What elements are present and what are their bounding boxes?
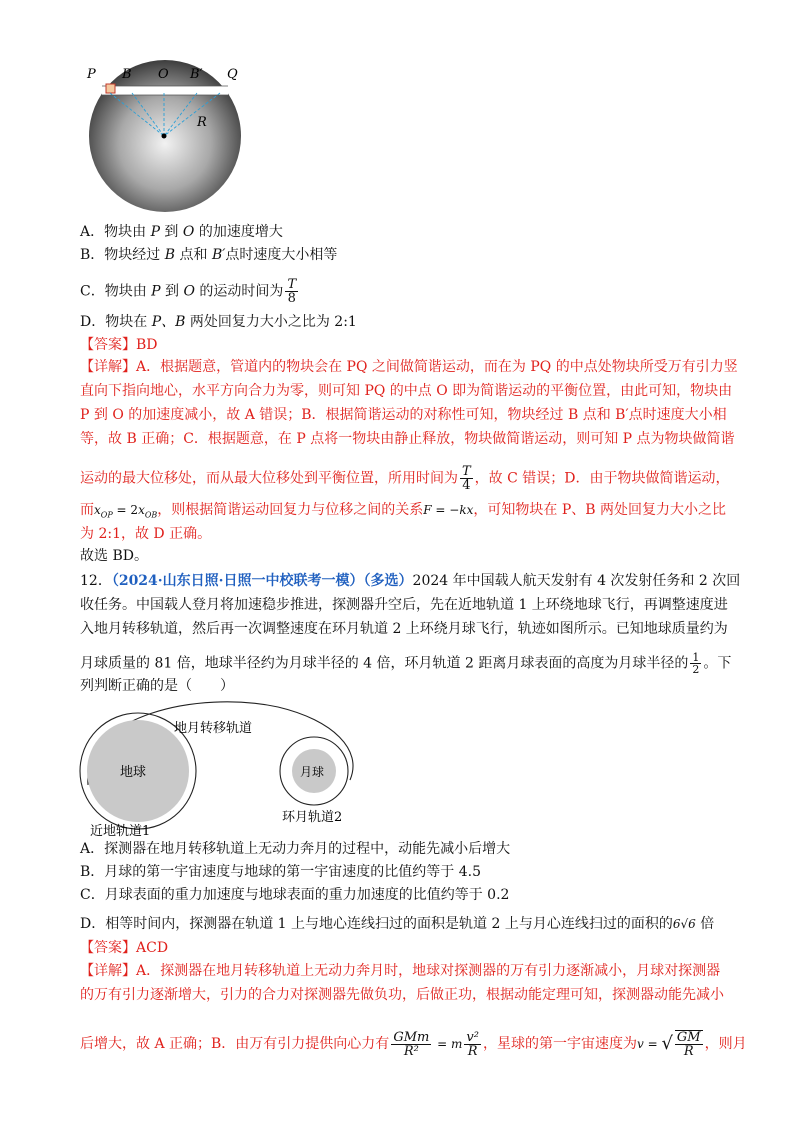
- text: ，则月: [704, 1036, 747, 1052]
- q12-option-a: A．探测器在地月转移轨道上无动力奔月的过程中，动能先减小后增大: [80, 841, 511, 857]
- text: A．物块由: [80, 224, 151, 240]
- var: B′: [211, 247, 226, 263]
- q12-answer: 【答案】ACD: [80, 940, 169, 956]
- fraction: [675, 1030, 703, 1058]
- var: x: [94, 503, 101, 517]
- text: v =: [636, 1037, 662, 1051]
- fraction-denominator: 8: [287, 291, 296, 306]
- fig1-label-o: O: [158, 67, 169, 82]
- q12-stem-line: 收任务。中国载人登月将加速稳步推进，探测器升空后，先在近地轨道 1 上环绕地球飞行，再调整速度进: [80, 597, 728, 613]
- question-source: （2024·山东日照·日照一中校联考一模）（多选）: [111, 573, 413, 589]
- equation: F = −kx: [423, 503, 474, 517]
- text: 。下: [703, 655, 732, 672]
- q12-stem-line: 列判断正确的是（ ）: [80, 678, 234, 694]
- var: P: [151, 283, 161, 300]
- text: ，可知物块在 P、B 两处回复力大小之比: [473, 502, 726, 518]
- figure-sphere-tunnel: [80, 60, 250, 220]
- text: D．相等时间内，探测器在轨道 1 上与地心连线扫过的面积是轨道 2 上与月心连线扫过的面积的: [80, 916, 673, 932]
- fraction: [690, 652, 701, 675]
- fraction-numerator: GMm: [393, 1029, 430, 1045]
- fraction-denominator: R: [467, 1043, 478, 1059]
- text: 后增大，故 A 正确；B．由万有引力提供向心力有: [80, 1036, 390, 1052]
- equation: [389, 1029, 483, 1059]
- text: 点和: [175, 247, 212, 263]
- q11-explanation-line: 【详解】A．根据题意，管道内的物块会在 PQ 之间做简谐运动，而在为 PQ 的中点处物块所受万有引力竖: [80, 359, 738, 375]
- subscript: OP: [100, 510, 113, 520]
- fraction-numerator: T: [287, 277, 297, 292]
- var: P: [150, 224, 160, 240]
- text: 月球质量的 81 倍，地球半径约为月球半径的 4 倍，环月轨道 2 距离月球表面的高度为月球半径的: [80, 655, 689, 672]
- text: 到: [160, 283, 184, 300]
- equation: 6√6: [672, 917, 696, 931]
- q11-explanation-line: [80, 500, 726, 525]
- sqrt-icon: √: [661, 1033, 673, 1054]
- fig1-label-b-prime: B′: [190, 67, 203, 82]
- fraction-denominator: 4: [462, 478, 471, 493]
- text: 运动的最大位移处，而从最大位移处到平衡位置，所用时间为: [80, 470, 458, 487]
- text: 的运动时间为: [194, 283, 284, 300]
- fraction: [285, 278, 298, 305]
- q12-option-b: B．月球的第一宇宙速度与地球的第一宇宙速度的比值约等于 4.5: [80, 864, 482, 880]
- equation: [636, 1030, 705, 1059]
- fig2-moon-label: 月球: [300, 765, 325, 779]
- q11-option-c: [80, 278, 300, 305]
- text: 2024 年中国载人航天发射有 4 次发射任务和 2 次回: [412, 573, 741, 589]
- q11-option-a: [80, 222, 283, 242]
- fig2-transfer-orbit-label: 地月转移轨道: [174, 721, 253, 736]
- fig1-label-q: Q: [227, 67, 238, 82]
- q11-explanation-line: 等，故 B 正确；C．根据题意，在 P 点将一物块由静止释放，物块做简谐运动，则可知 P 点为物块做简谐: [80, 431, 735, 447]
- text: D．物块在: [80, 314, 152, 330]
- subscript: OB: [144, 510, 158, 520]
- text: = 2: [112, 503, 139, 517]
- q12-stem-line: [80, 571, 740, 591]
- text: 的加速度增大: [194, 224, 283, 240]
- q12-option-d: [80, 914, 714, 934]
- var: O: [183, 283, 195, 300]
- text: 点时速度大小相等: [225, 247, 338, 263]
- text: ，则根据简谐运动回复力与位移之间的关系: [157, 502, 424, 518]
- q12-explanation-line: 【详解】A．探测器在地月转移轨道上无动力奔月时，地球对探测器的万有引力逐渐减小，月球对探测器: [80, 963, 721, 979]
- fig2-orbit2-label: 环月轨道2: [282, 810, 343, 825]
- text: C．物块由: [80, 283, 152, 300]
- fig1-label-b: B: [122, 67, 132, 82]
- fig1-label-r: R: [197, 115, 207, 130]
- text: 到: [159, 224, 183, 240]
- q12-explanation-line: 的万有引力逐渐增大，引力的合力对探测器先做负功，后做正功，根据动能定理可知，探测器动能先减小: [80, 987, 724, 1003]
- q12-stem-line: [80, 652, 731, 675]
- q12-stem-line: 入地月转移轨道，然后再一次调整速度在环月轨道 2 上环绕月球飞行，轨迹如图所示。已知地球质量约为: [80, 621, 728, 637]
- var: P、B: [151, 314, 186, 330]
- text: ，故 C 错误；D．由于物块做简谐运动，: [474, 470, 730, 487]
- fraction-numerator: T: [462, 464, 471, 479]
- q12-explanation-line: [80, 1030, 747, 1058]
- var: B: [164, 247, 176, 263]
- fig2-orbit1-label: 近地轨道1: [90, 824, 151, 839]
- q11-option-b: [80, 245, 337, 265]
- q11-explanation-line: 为 2:1，故 D 正确。: [80, 526, 212, 542]
- q12-option-c: C．月球表面的重力加速度与地球表面的重力加速度的比值约等于 0.2: [80, 887, 510, 903]
- text: ，星球的第一宇宙速度为: [482, 1036, 637, 1052]
- equation: [94, 503, 158, 520]
- var: x: [138, 503, 145, 517]
- text: 倍: [695, 916, 715, 932]
- fraction: [391, 1031, 431, 1058]
- fig1-label-p: P: [87, 67, 96, 82]
- fraction-numerator: GM: [676, 1030, 701, 1045]
- text: = m: [433, 1037, 463, 1051]
- fraction-numerator: v²: [466, 1029, 479, 1045]
- fig2-earth-label: 地球: [120, 765, 147, 780]
- q11-explanation-line: P 到 O 的加速度减小，故 A 错误；B．根据简谐运动的对称性可知，物块经过 B 点和 B′点时速度大小相: [80, 407, 727, 423]
- fraction-numerator: 1: [692, 651, 700, 664]
- fraction-denominator: 2: [692, 663, 700, 676]
- var: O: [182, 224, 195, 240]
- text: 而: [80, 502, 94, 518]
- q11-option-d: [80, 312, 357, 332]
- text: 两处回复力大小之比为 2:1: [185, 314, 357, 330]
- fraction-denominator: R²: [403, 1043, 419, 1059]
- q11-conclusion: 故选 BD。: [80, 548, 148, 564]
- q11-explanation-line: [80, 465, 730, 492]
- fraction: [460, 465, 473, 492]
- figure-earth-moon-orbits: [78, 695, 368, 840]
- q11-explanation-line: 直向下指向地心，水平方向合力为零，则可知 PQ 的中点 O 即为简谐运动的平衡位置，由此可知，物块由: [80, 383, 733, 399]
- question-number: 12．: [80, 573, 112, 589]
- q11-answer: 【答案】BD: [80, 337, 158, 353]
- fraction-denominator: R: [683, 1044, 694, 1059]
- fraction: [464, 1031, 481, 1058]
- text: B．物块经过: [80, 247, 165, 263]
